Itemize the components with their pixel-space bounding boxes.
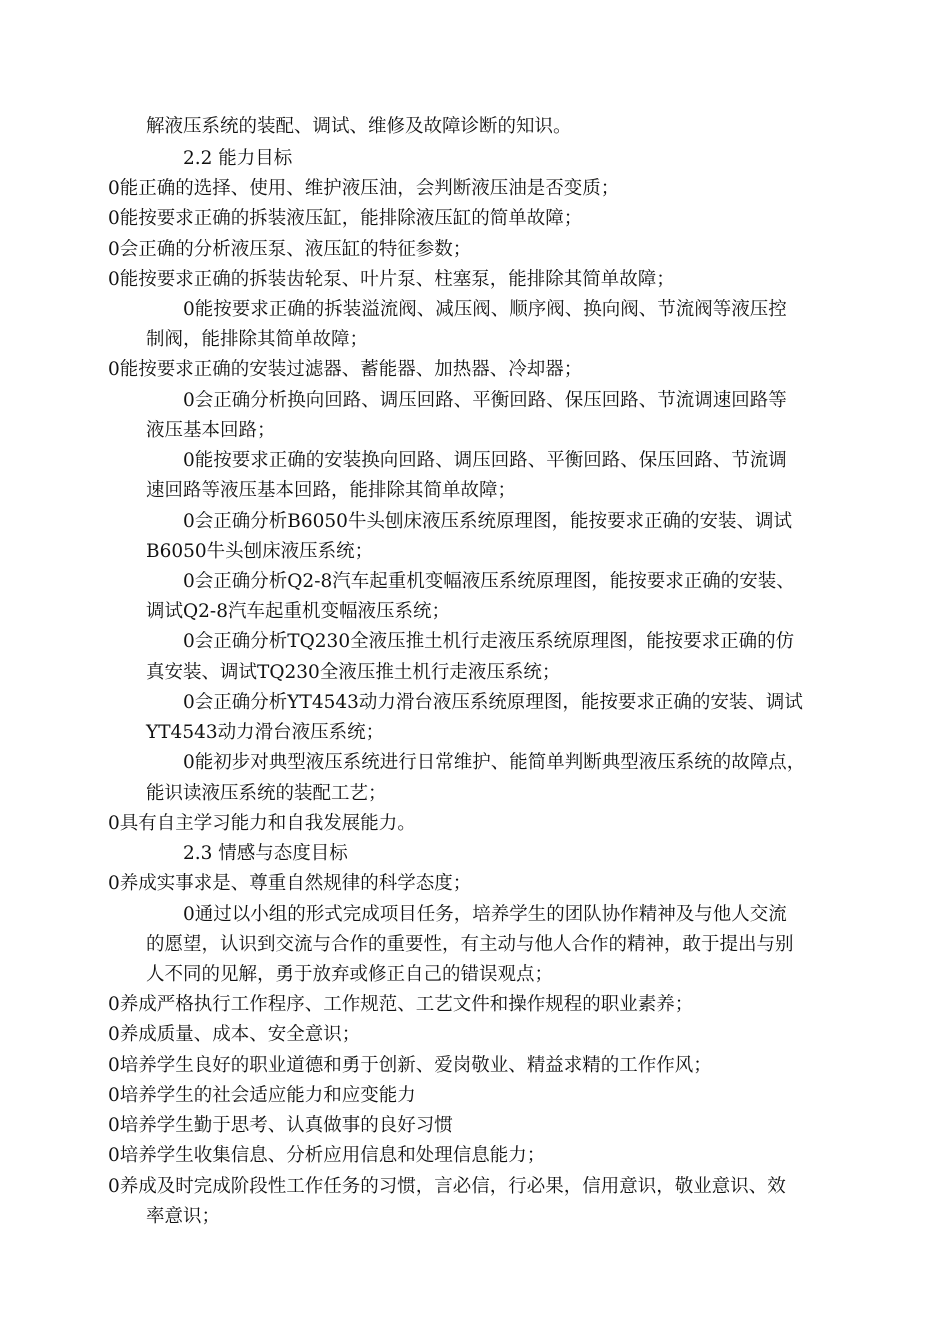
list-item-continuation: 制阀，能排除其简单故障； <box>146 329 369 350</box>
list-item: 0会正确分析B6050牛头刨床液压系统原理图，能按要求正确的安装、调试 <box>183 511 792 532</box>
list-item-continuation: 调试Q2-8汽车起重机变幅液压系统； <box>146 601 450 622</box>
list-item: 0养成实事求是、尊重自然规律的科学态度； <box>108 873 472 894</box>
section-heading: 2.2 能力目标 <box>183 148 293 169</box>
list-item: 0会正确分析换向回路、调压回路、平衡回路、保压回路、节流调速回路等 <box>183 390 787 411</box>
list-item: 0会正确分析YT4543动力滑台液压系统原理图，能按要求正确的安装、调试 <box>183 692 803 713</box>
list-item-continuation: 液压基本回路； <box>146 420 276 441</box>
list-item: 0能按要求正确的拆装液压缸，能排除液压缸的简单故障； <box>108 208 583 229</box>
list-item: 0会正确分析Q2-8汽车起重机变幅液压系统原理图，能按要求正确的安装、 <box>183 571 795 592</box>
list-item: 0能按要求正确的拆装齿轮泵、叶片泵、柱塞泵，能排除其简单故障； <box>108 269 675 290</box>
list-item: 0具有自主学习能力和自我发展能力。 <box>108 813 416 834</box>
list-item: 0培养学生收集信息、分析应用信息和处理信息能力； <box>108 1145 546 1166</box>
list-item: 0培养学生勤于思考、认真做事的良好习惯 <box>108 1115 453 1136</box>
list-item: 0能正确的选择、使用、维护液压油，会判断液压油是否变质； <box>108 178 620 199</box>
list-item-continuation: YT4543动力滑台液压系统； <box>146 722 385 743</box>
list-item-continuation: 率意识； <box>146 1206 221 1227</box>
list-item: 0培养学生的社会适应能力和应变能力 <box>108 1085 416 1106</box>
list-item: 0能按要求正确的拆装溢流阀、减压阀、顺序阀、换向阀、节流阀等液压控 <box>183 299 787 320</box>
list-item-continuation: 能识读液压系统的装配工艺； <box>146 783 387 804</box>
list-item: 0能初步对典型液压系统进行日常维护、能简单判断典型液压系统的故障点， <box>183 752 806 773</box>
list-item: 0培养学生良好的职业道德和勇于创新、爱岗敬业、精益求精的工作作风； <box>108 1055 712 1076</box>
list-item: 0通过以小组的形式完成项目任务，培养学生的团队协作精神及与他人交流 <box>183 904 787 925</box>
text-line: 解液压系统的装配、调试、维修及故障诊断的知识。 <box>146 116 572 137</box>
list-item-continuation: 真安装、调试TQ230全液压推土机行走液压系统； <box>146 662 561 683</box>
list-item: 0能按要求正确的安装换向回路、调压回路、平衡回路、保压回路、节流调 <box>183 450 787 471</box>
list-item: 0会正确的分析液压泵、液压缸的特征参数； <box>108 239 472 260</box>
list-item-continuation: 的愿望，认识到交流与合作的重要性，有主动与他人合作的精神，敢于提出与别 <box>146 934 794 955</box>
list-item-continuation: 人不同的见解，勇于放弃或修正自己的错误观点； <box>146 964 554 985</box>
list-item-continuation: 速回路等液压基本回路，能排除其简单故障； <box>146 480 517 501</box>
section-heading: 2.3 情感与态度目标 <box>183 843 348 864</box>
list-item: 0会正确分析TQ230全液压推土机行走液压系统原理图，能按要求正确的仿 <box>183 631 795 652</box>
list-item: 0养成及时完成阶段性工作任务的习惯，言必信，行必果，信用意识，敬业意识、效 <box>108 1176 786 1197</box>
list-item: 0养成质量、成本、安全意识； <box>108 1024 361 1045</box>
list-item-continuation: B6050牛头刨床液压系统； <box>146 541 374 562</box>
list-item: 0养成严格执行工作程序、工作规范、工艺文件和操作规程的职业素养； <box>108 994 694 1015</box>
list-item: 0能按要求正确的安装过滤器、蓄能器、加热器、冷却器； <box>108 359 583 380</box>
